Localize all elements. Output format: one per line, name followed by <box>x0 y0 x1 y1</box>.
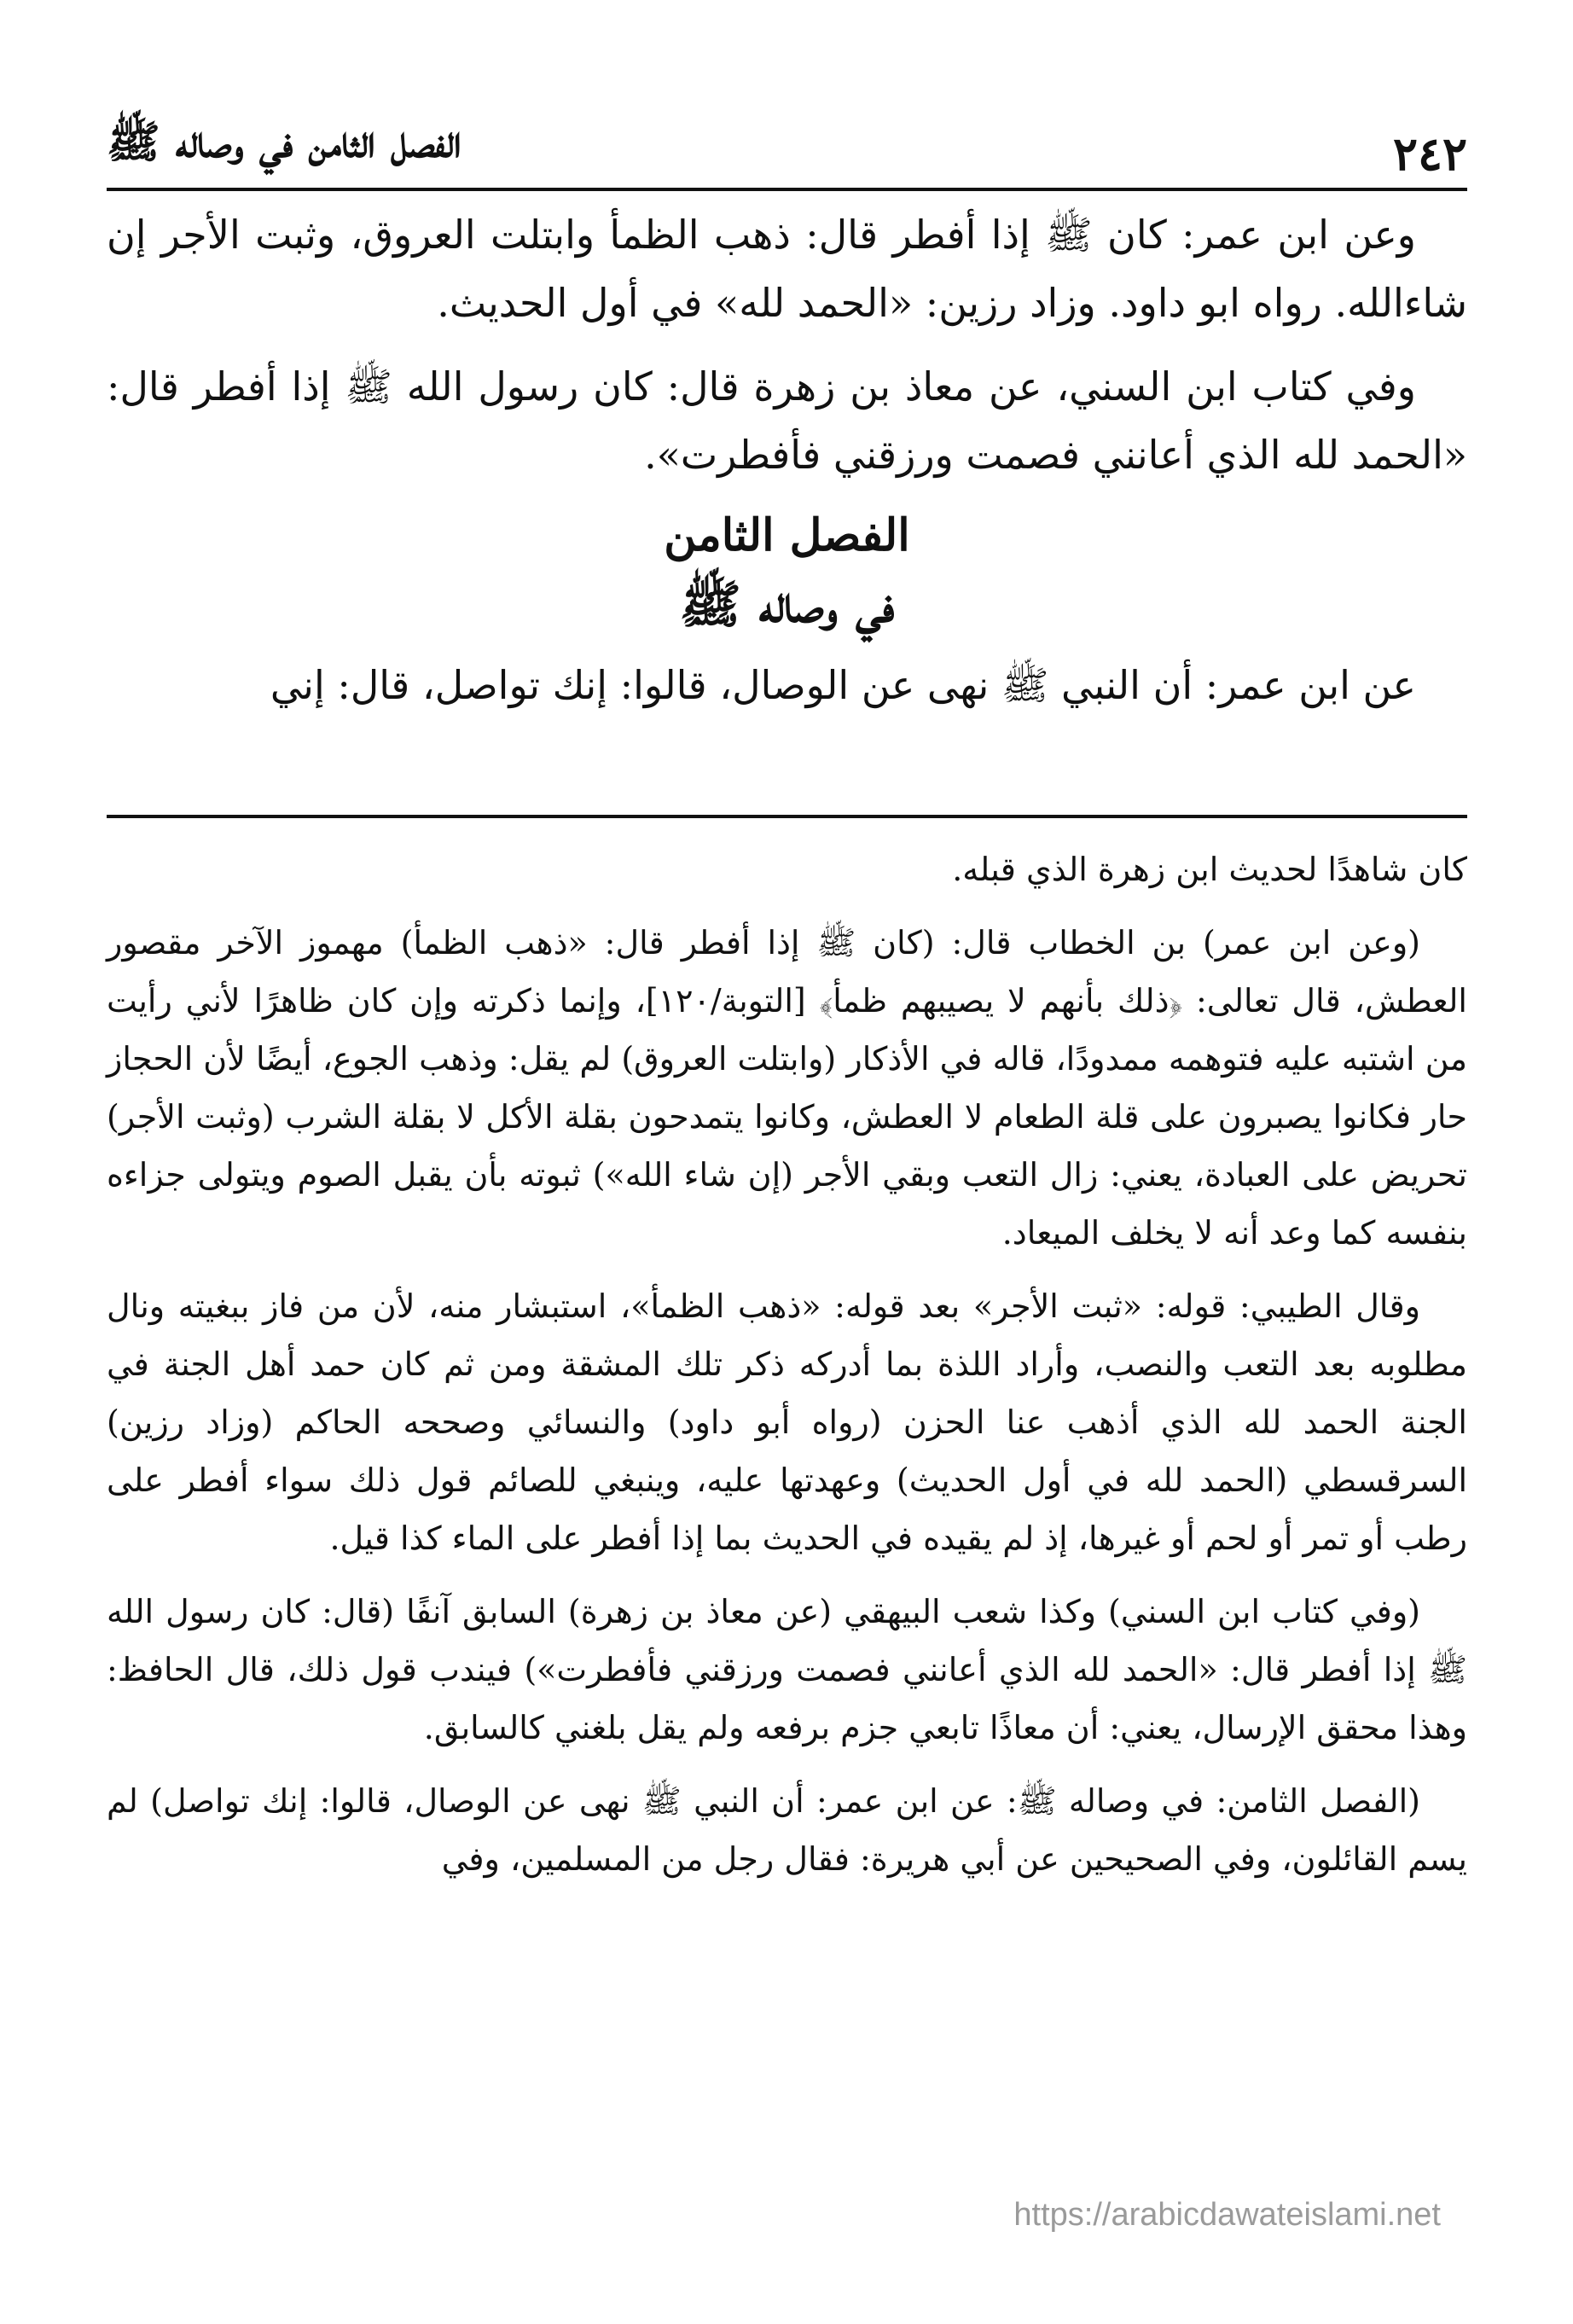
chapter-title: الفصل الثامن <box>664 509 910 561</box>
page-header <box>107 102 1467 191</box>
main-paragraph: وعن ابن عمر: كان ﷺ إذا أفطر قال: ذهب الظمأ وابتلت العروق، وثبت الأجر إن شاءالله. رواه ابو داود. وزاد رزين: «الحمد لله» في أول الحديث. <box>107 212 1467 326</box>
commentary-paragraph: (وفي كتاب ابن السني) وكذا شعب البيهقي (عن معاذ بن زهرة) السابق آنفًا (قال: كان رسول الله ﷺ إذا أفطر قال: «الحمد لله الذي أعانني فصمت ورزقني فأفطرت») فيندب قول ذلك، قال الحافظ: وهذا محقق الإرسال، يعني: أن معاذًا تابعي جزم برفعه ولم يقل بلغني كالسابق. <box>107 1593 1467 1746</box>
chapter-subtitle: في وصاله ﷺ <box>679 575 895 635</box>
main-paragraph: وفي كتاب ابن السني، عن معاذ بن زهرة قال: كان رسول الله ﷺ إذا أفطر قال: «الحمد لله الذي أعانني فصمت ورزقني فأفطرت». <box>107 363 1467 478</box>
main-text <box>107 200 1467 735</box>
main-paragraph: عن ابن عمر: أن النبي ﷺ نهى عن الوصال، قالوا: إنك تواصل، قال: إني <box>270 662 1416 708</box>
commentary-text <box>107 840 1467 1903</box>
watermark-url: https://arabicdawateislami.net <box>1013 2197 1441 2233</box>
commentary-paragraph: (وعن ابن عمر) بن الخطاب قال: (كان ﷺ إذا أفطر قال: «ذهب الظمأ) مهموز الآخر مقصور العطش، قال تعالى: ﴿ذلك بأنهم لا يصيبهم ظمأ﴾ [التوبة/١٢٠]، وإنما ذكرته وإن كان ظاهرًا لأني رأيت من اشتبه عليه فتوهمه ممدودًا، قاله في الأذكار (وابتلت العروق) لم يقل: وذهب الجوع، أيضًا لأن الحجاز حار فكانوا يصبرون على قلة الطعام لا العطش، وكانوا يتمدحون بقلة الأكل لا بقلة الشرب (وثبت الأجر) تحريض على العبادة، يعني: زال التعب وبقي الأجر (إن شاء الله») ثبوته بأن يقبل الصوم ويتولى جزاءه بنفسه كما وعد أنه لا يخلف الميعاد. <box>107 924 1467 1252</box>
page-number: ٢٤٢ <box>1392 126 1467 181</box>
section-divider <box>107 815 1467 818</box>
commentary-paragraph: كان شاهدًا لحديث ابن زهرة الذي قبله. <box>952 851 1467 888</box>
running-head: الفصل الثامن في وصاله ﷺ <box>107 116 461 168</box>
commentary-paragraph: (الفصل الثامن: في وصاله ﷺ: عن ابن عمر: أن النبي ﷺ نهى عن الوصال، قالوا: إنك تواصل) لم يسم القائلون، وفي الصحيحين عن أبي هريرة: فقال رجل من المسلمين، وفي <box>107 1782 1467 1878</box>
commentary-paragraph: وقال الطيبي: قوله: «ثبت الأجر» بعد قوله: «ذهب الظمأ»، استبشار منه، لأن من فاز ببغيته ونال مطلوبه بعد التعب والنصب، وأراد اللذة بما أدركه ذكر تلك المشقة ومن ثم كان حمد أهل الجنة في الجنة الحمد لله الذي أذهب عنا الحزن (رواه أبو داود) والنسائي وصححه الحاكم (وزاد رزين) السرقسطي (الحمد لله في أول الحديث) وعهدتها عليه، وينبغي للصائم قول ذلك سواء أفطر على رطب أو تمر أو لحم أو غيرها، إذ لم يقيده في الحديث بما إذا أفطر على الماء كذا قيل. <box>107 1287 1467 1557</box>
